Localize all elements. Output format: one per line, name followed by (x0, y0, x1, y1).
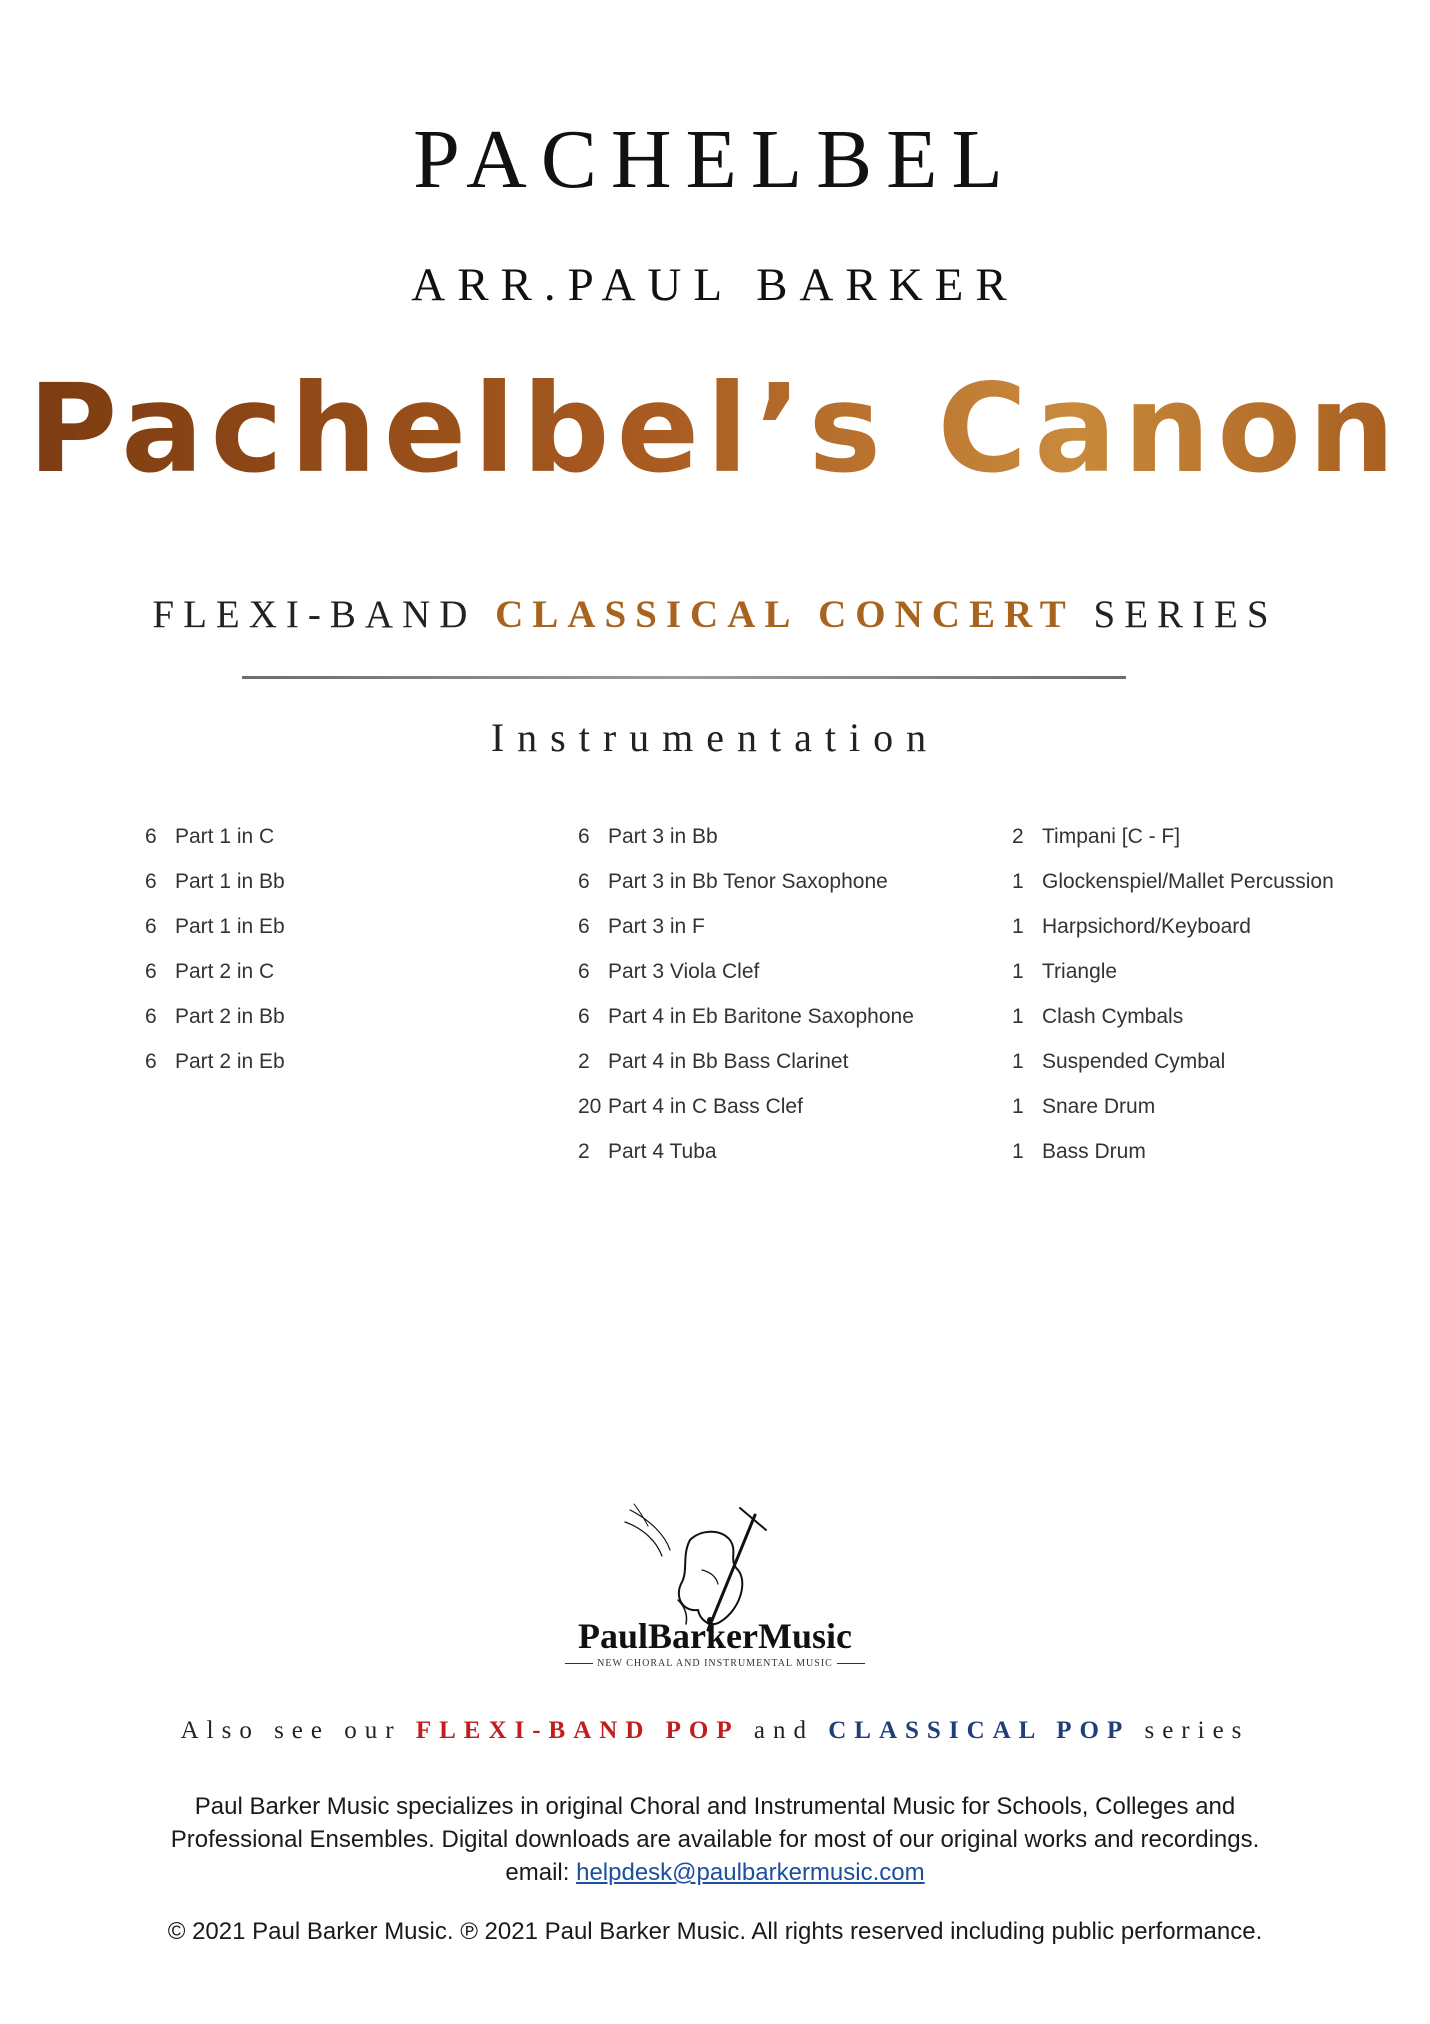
list-item (1012, 960, 1334, 1005)
arranger-name: ARR.PAUL BARKER (411, 259, 1019, 311)
part-name: Part 3 in Bb Tenor Saxophone (608, 870, 888, 893)
part-name: Timpani [C - F] (1042, 825, 1181, 848)
part-name: Clash Cymbals (1042, 1005, 1184, 1028)
also-see-line (0, 1718, 1430, 1743)
part-name: Triangle (1042, 960, 1118, 983)
list-item (145, 1005, 285, 1050)
series-suffix: SERIES (1093, 593, 1278, 636)
email-label: email: (505, 1859, 570, 1886)
part-quantity: 6 (145, 870, 157, 893)
list-item (578, 1005, 914, 1050)
part-quantity: 1 (1012, 1050, 1024, 1073)
list-item (1012, 1095, 1334, 1140)
also-see-and: and (753, 1717, 814, 1744)
part-quantity: 6 (145, 1050, 157, 1073)
part-quantity: 6 (145, 915, 157, 938)
list-item (578, 825, 914, 870)
part-quantity: 2 (578, 1140, 590, 1163)
part-quantity: 1 (1012, 1005, 1024, 1028)
list-item (1012, 915, 1334, 960)
company-blurb (0, 1790, 1430, 1889)
instrumentation-column-1 (145, 825, 285, 1095)
section-divider (242, 676, 1126, 679)
list-item (578, 1095, 914, 1140)
part-quantity: 20 (578, 1095, 602, 1118)
classical-pop-label: CLASSICAL POP (828, 1717, 1131, 1744)
part-quantity: 1 (1012, 870, 1024, 893)
part-name: Bass Drum (1042, 1140, 1146, 1163)
list-item (1012, 1005, 1334, 1050)
part-name: Part 4 in Eb Baritone Saxophone (608, 1005, 914, 1028)
copyright-notice: © 2021 Paul Barker Music. ℗ 2021 Paul Barker Music. All rights reserved including public performance. (167, 1918, 1263, 1945)
part-name: Part 3 Viola Clef (608, 960, 760, 983)
list-item (578, 960, 914, 1005)
series-accent-classical: CLASSICAL (495, 593, 800, 636)
list-item (1012, 1140, 1334, 1185)
part-name: Part 1 in C (175, 825, 275, 848)
brand-tagline-text: NEW CHORAL AND INSTRUMENTAL MUSIC (597, 1658, 833, 1669)
series-accent-concert: CONCERT (818, 593, 1075, 636)
list-item (578, 915, 914, 960)
series-prefix: FLEXI-BAND (152, 593, 477, 636)
part-name: Part 2 in Eb (175, 1050, 285, 1073)
part-quantity: 2 (1012, 825, 1024, 848)
instrumentation-column-2 (578, 825, 914, 1185)
part-quantity: 6 (145, 1005, 157, 1028)
part-quantity: 1 (1012, 960, 1024, 983)
part-quantity: 6 (578, 960, 590, 983)
part-quantity: 1 (1012, 915, 1024, 938)
part-quantity: 6 (578, 825, 590, 848)
list-item (1012, 870, 1334, 915)
part-name: Harpsichord/Keyboard (1042, 915, 1251, 938)
part-quantity: 1 (1012, 1095, 1024, 1118)
list-item (1012, 825, 1334, 870)
list-item (145, 825, 285, 870)
part-name: Glockenspiel/Mallet Percussion (1042, 870, 1334, 893)
part-quantity: 6 (578, 915, 590, 938)
part-quantity: 2 (578, 1050, 590, 1073)
part-name: Suspended Cymbal (1042, 1050, 1226, 1073)
email-link[interactable]: helpdesk@paulbarkermusic.com (576, 1859, 925, 1886)
part-name: Part 4 in C Bass Clef (608, 1095, 803, 1118)
part-quantity: 6 (145, 960, 157, 983)
blurb-line-2: Professional Ensembles. Digital downloads are available for most of our original works and recordings. (170, 1826, 1260, 1853)
part-quantity: 6 (578, 870, 590, 893)
part-name: Part 3 in Bb (608, 825, 718, 848)
list-item (145, 1050, 285, 1095)
flexi-band-pop-label: FLEXI-BAND POP (415, 1717, 740, 1744)
brand-name: PaulBarkerMusic (578, 1616, 852, 1656)
list-item (145, 870, 285, 915)
list-item (145, 915, 285, 960)
part-quantity: 1 (1012, 1140, 1024, 1163)
series-heading (0, 595, 1430, 634)
email-line (0, 1856, 1430, 1889)
list-item (1012, 1050, 1334, 1095)
part-name: Part 3 in F (608, 915, 705, 938)
list-item (578, 1140, 914, 1185)
part-name: Part 1 in Eb (175, 915, 285, 938)
piece-title: Pachelbel’s Canon (0, 365, 1430, 493)
part-name: Part 2 in Bb (175, 1005, 285, 1028)
also-see-suffix: series (1144, 1717, 1250, 1744)
blurb-line-1: Paul Barker Music specializes in original Choral and Instrumental Music for Schools, Colleges and (194, 1793, 1236, 1820)
instrumentation-heading: Instrumentation (490, 715, 940, 760)
part-name: Snare Drum (1042, 1095, 1156, 1118)
part-name: Part 4 in Bb Bass Clarinet (608, 1050, 849, 1073)
list-item (145, 960, 285, 1005)
brand-tagline (0, 1658, 1430, 1669)
also-see-prefix: Also see our (180, 1717, 402, 1744)
instrumentation-column-3 (1012, 825, 1334, 1185)
list-item (578, 1050, 914, 1095)
part-quantity: 6 (578, 1005, 590, 1028)
part-name: Part 4 Tuba (608, 1140, 717, 1163)
part-name: Part 2 in C (175, 960, 275, 983)
composer-name: PACHELBEL (413, 113, 1017, 206)
part-name: Part 1 in Bb (175, 870, 285, 893)
list-item (578, 870, 914, 915)
part-quantity: 6 (145, 825, 157, 848)
